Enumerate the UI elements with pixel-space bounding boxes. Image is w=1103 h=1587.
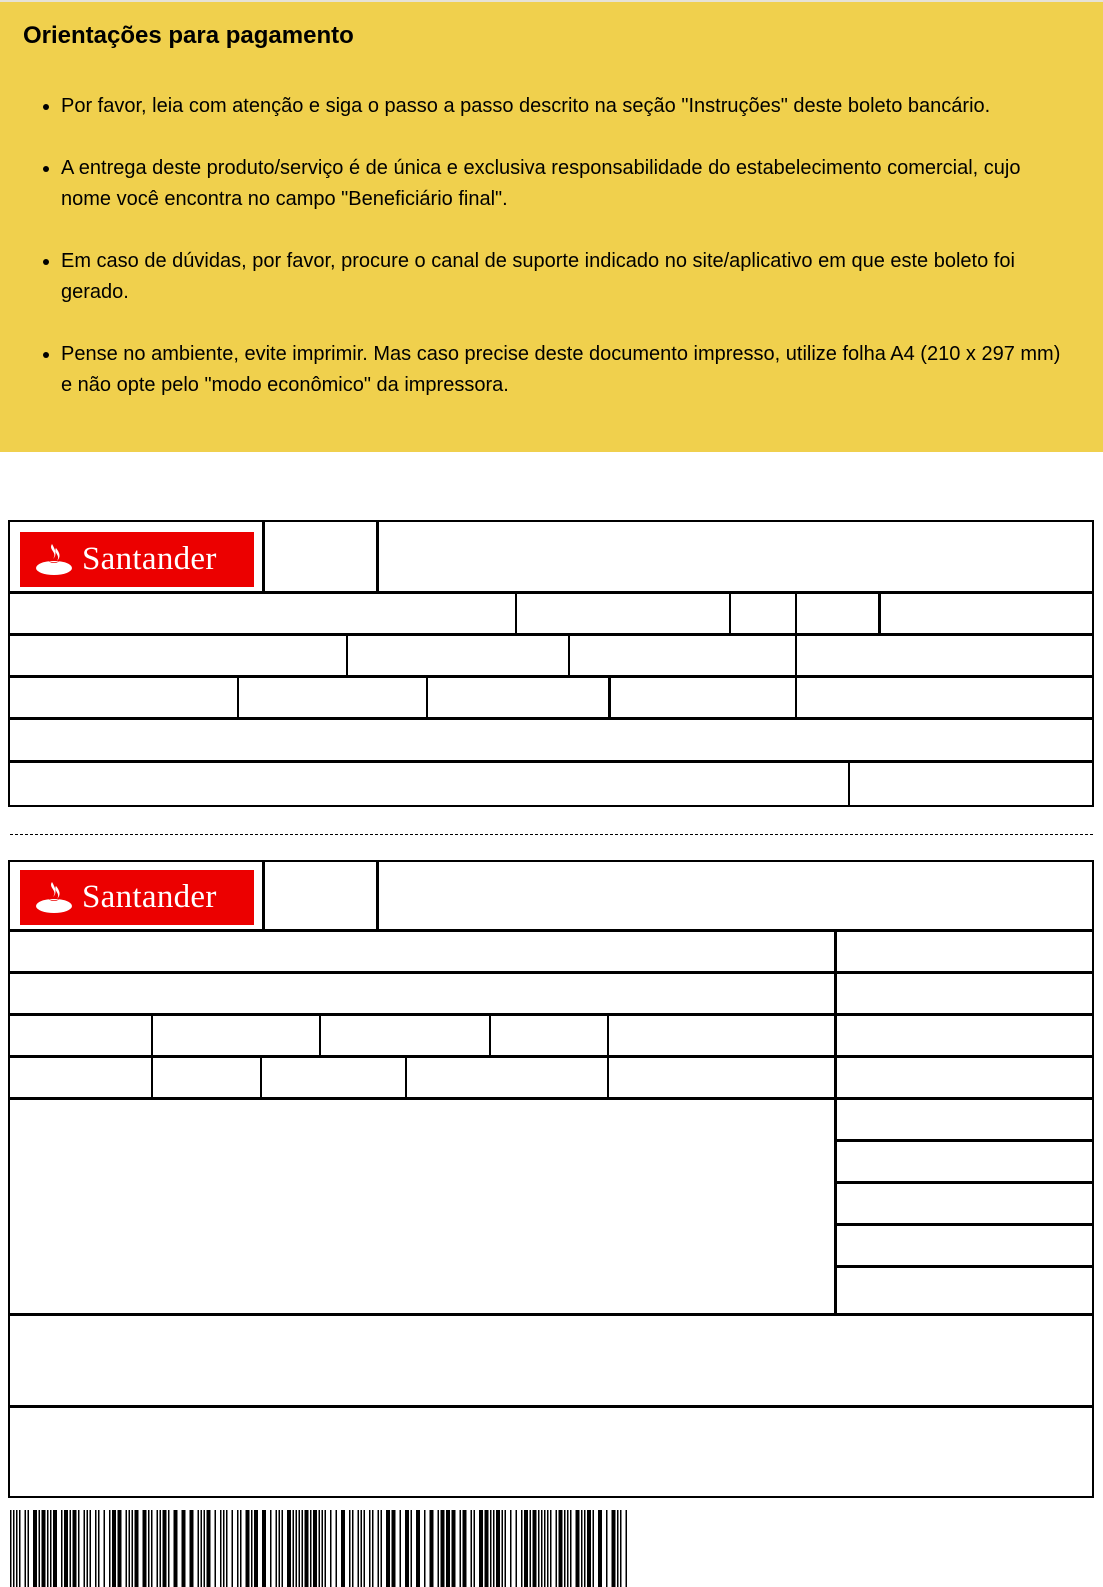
instruction-item: • A entrega deste produto/serviço é de única e exclusiva responsabilidade do estabelecimento comercial, cujo nome você encontra no campo "Beneficiário final".: [61, 153, 1061, 215]
barcode-bar: [392, 1510, 396, 1587]
divider: [237, 675, 239, 717]
barcode-bar: [352, 1510, 354, 1587]
divider: [262, 860, 265, 931]
barcode-bar: [313, 1510, 317, 1587]
barcode-bar: [479, 1510, 483, 1587]
divider: [346, 633, 348, 675]
barcode-bar: [567, 1510, 569, 1587]
barcode-bar: [223, 1510, 225, 1587]
divider: [848, 760, 850, 806]
barcode-bar: [87, 1510, 89, 1587]
barcode-bar: [220, 1510, 222, 1587]
barcode-bar: [163, 1510, 167, 1587]
divider: [8, 971, 1094, 974]
slip-frame: [8, 860, 1094, 1498]
barcode-bar: [452, 1510, 456, 1587]
barcode-bar: [369, 1510, 371, 1587]
barcode-bar: [148, 1510, 150, 1587]
barcode-bar: [471, 1510, 473, 1587]
barcode-bar: [502, 1510, 504, 1587]
divider: [8, 1405, 1094, 1408]
barcode-bar: [606, 1510, 608, 1587]
barcode-bar: [232, 1510, 234, 1587]
barcode-bar: [132, 1510, 134, 1587]
barcode-bar: [424, 1510, 426, 1587]
barcode-bar: [270, 1510, 272, 1587]
divider: [8, 929, 1094, 932]
instruction-item: • Por favor, leia com atenção e siga o passo a passo descrito na seção "Instruções" deste boleto bancário.: [61, 91, 1061, 122]
barcode-bar: [533, 1510, 537, 1587]
divider: [405, 1055, 407, 1097]
instruction-item: • Pense no ambiente, evite imprimir. Mas caso precise deste documento impresso, utilize folha A4 (210 x 297 mm) e não opte pelo "modo econômico" da impressora.: [61, 339, 1061, 401]
divider: [8, 1013, 1094, 1016]
barcode-bar: [226, 1510, 228, 1587]
barcode-bar: [617, 1510, 619, 1587]
barcode-bar: [53, 1510, 57, 1587]
instructions-list: [23, 91, 1061, 432]
barcode-bar: [174, 1510, 178, 1587]
divider: [8, 1097, 1094, 1100]
bank-name: Santander: [82, 541, 217, 577]
barcode-bar: [386, 1510, 390, 1587]
barcode-bar: [430, 1510, 434, 1587]
barcode-bar: [78, 1510, 80, 1587]
barcode-bar: [299, 1510, 301, 1587]
barcode-bar: [287, 1510, 291, 1587]
barcode-bar: [201, 1510, 203, 1587]
barcode-bar: [16, 1510, 18, 1587]
barcode-bar: [550, 1510, 552, 1587]
barcode-bar: [341, 1510, 345, 1587]
barcode-bar: [168, 1510, 170, 1587]
barcode-bar: [296, 1510, 298, 1587]
barcode-bar: [361, 1510, 363, 1587]
barcode-bar: [251, 1510, 253, 1587]
barcode-bar: [204, 1510, 206, 1587]
barcode-bar: [95, 1510, 97, 1587]
barcode-bar: [112, 1510, 116, 1587]
barcode-bar: [126, 1510, 128, 1587]
barcode-bar: [516, 1510, 518, 1587]
divider: [795, 591, 797, 633]
barcode-bar: [330, 1510, 332, 1587]
barcode-bar: [109, 1510, 111, 1587]
barcode-bar: [593, 1510, 595, 1587]
barcode-bar: [460, 1510, 462, 1587]
barcode-bar: [325, 1510, 327, 1587]
barcode-bar: [530, 1510, 532, 1587]
barcode-bar: [39, 1510, 41, 1587]
barcode-bar: [143, 1510, 147, 1587]
barcode-bar: [47, 1510, 49, 1587]
barcode-bar: [90, 1510, 92, 1587]
barcode-bar: [336, 1510, 338, 1587]
divider: [8, 760, 1094, 763]
divider: [426, 675, 428, 717]
divider: [729, 591, 731, 633]
barcode-bar: [581, 1510, 583, 1587]
instruction-item: • Em caso de dúvidas, por favor, procure o canal de suporte indicado no site/aplicativo em que este boleto foi gerado.: [61, 246, 1061, 308]
barcode: [10, 1510, 628, 1587]
barcode-bar: [42, 1510, 46, 1587]
barcode-bar: [157, 1510, 159, 1587]
barcode-bar: [293, 1510, 295, 1587]
barcode-bar: [190, 1510, 194, 1587]
divider: [878, 591, 881, 633]
bank-name: Santander: [82, 879, 217, 915]
barcode-bar: [612, 1510, 616, 1587]
barcode-bar: [246, 1510, 250, 1587]
barcode-bar: [198, 1510, 200, 1587]
barcode-bar: [13, 1510, 15, 1587]
barcode-bar: [215, 1510, 217, 1587]
barcode-bar: [400, 1510, 402, 1587]
barcode-bar: [496, 1510, 500, 1587]
divider: [836, 1181, 1094, 1184]
barcode-bar: [28, 1510, 30, 1587]
barcode-bar: [441, 1510, 445, 1587]
barcode-bar: [254, 1510, 258, 1587]
divider: [834, 929, 837, 1315]
barcode-bar: [381, 1510, 383, 1587]
barcode-bar: [474, 1510, 476, 1587]
barcode-bar: [490, 1510, 492, 1587]
barcode-bar: [25, 1510, 27, 1587]
barcode-bar: [240, 1510, 242, 1587]
divider: [8, 633, 1094, 636]
barcode-bar: [505, 1510, 507, 1587]
barcode-bar: [620, 1510, 622, 1587]
barcode-bar: [378, 1510, 380, 1587]
barcode-bar: [305, 1510, 309, 1587]
instructions-title: Orientações para pagamento: [23, 22, 354, 49]
barcode-bar: [570, 1510, 572, 1587]
barcode-bar: [10, 1510, 12, 1587]
barcode-bar: [19, 1510, 21, 1587]
barcode-bar: [276, 1510, 278, 1587]
barcode-bar: [358, 1510, 360, 1587]
barcode-bar: [160, 1510, 162, 1587]
divider: [836, 1139, 1094, 1142]
divider: [568, 633, 570, 675]
divider: [8, 717, 1094, 720]
santander-flame-icon: [34, 542, 74, 578]
divider: [836, 1223, 1094, 1226]
barcode-bar: [282, 1510, 284, 1587]
barcode-bar: [538, 1510, 540, 1587]
barcode-bar: [182, 1510, 186, 1587]
divider: [608, 675, 611, 717]
santander-flame-icon: [34, 880, 74, 916]
barcode-bar: [349, 1510, 351, 1587]
barcode-bar: [84, 1510, 86, 1587]
barcode-bar: [61, 1510, 63, 1587]
divider: [319, 1013, 321, 1055]
barcode-bar: [524, 1510, 528, 1587]
barcode-bar: [416, 1510, 420, 1587]
divider: [836, 1265, 1094, 1268]
barcode-bar: [64, 1510, 68, 1587]
barcode-bar: [118, 1510, 122, 1587]
divider: [8, 591, 1094, 594]
barcode-bar: [446, 1510, 450, 1587]
barcode-bar: [364, 1510, 366, 1587]
barcode-bar: [556, 1510, 558, 1587]
barcode-bar: [319, 1510, 321, 1587]
barcode-bar: [485, 1510, 489, 1587]
barcode-bar: [207, 1510, 211, 1587]
barcode-bar: [405, 1510, 409, 1587]
barcode-bar: [584, 1510, 586, 1587]
barcode-bar: [493, 1510, 495, 1587]
barcode-bar: [129, 1510, 131, 1587]
divider: [8, 1055, 1094, 1058]
barcode-bar: [564, 1510, 566, 1587]
barcode-bar: [438, 1510, 440, 1587]
barcode-bar: [33, 1510, 37, 1587]
barcode-bar: [310, 1510, 312, 1587]
barcode-bar: [544, 1510, 546, 1587]
barcode-bar: [70, 1510, 72, 1587]
barcode-bar: [587, 1510, 591, 1587]
barcode-bar: [463, 1510, 467, 1587]
barcode-bar: [237, 1510, 239, 1587]
barcode-bar: [576, 1510, 580, 1587]
payment-instructions-panel: [0, 0, 1103, 452]
barcode-bar: [302, 1510, 304, 1587]
barcode-bar: [626, 1510, 628, 1587]
barcode-bar: [135, 1510, 139, 1587]
divider: [376, 860, 379, 931]
slip-bank-logo: [20, 870, 254, 925]
barcode-bar: [104, 1510, 106, 1587]
cut-line: [10, 834, 1093, 835]
divider: [515, 591, 517, 633]
barcode-bar: [372, 1510, 374, 1587]
divider: [8, 675, 1094, 678]
barcode-bar: [262, 1510, 266, 1587]
divider: [260, 1055, 262, 1097]
barcode-bar: [510, 1510, 512, 1587]
barcode-bar: [73, 1510, 77, 1587]
barcode-bar: [322, 1510, 324, 1587]
barcode-bar: [547, 1510, 549, 1587]
barcode-bar: [411, 1510, 413, 1587]
divider: [262, 520, 265, 593]
divider: [376, 520, 379, 593]
barcode-bar: [598, 1510, 602, 1587]
barcode-bar: [541, 1510, 543, 1587]
barcode-bar: [151, 1510, 153, 1587]
divider: [489, 1013, 491, 1055]
divider: [8, 1313, 1094, 1316]
barcode-bar: [521, 1510, 523, 1587]
receipt-bank-logo: [20, 532, 254, 587]
barcode-bar: [98, 1510, 100, 1587]
barcode-bar: [559, 1510, 563, 1587]
barcode-bar: [50, 1510, 52, 1587]
barcode-bar: [279, 1510, 281, 1587]
